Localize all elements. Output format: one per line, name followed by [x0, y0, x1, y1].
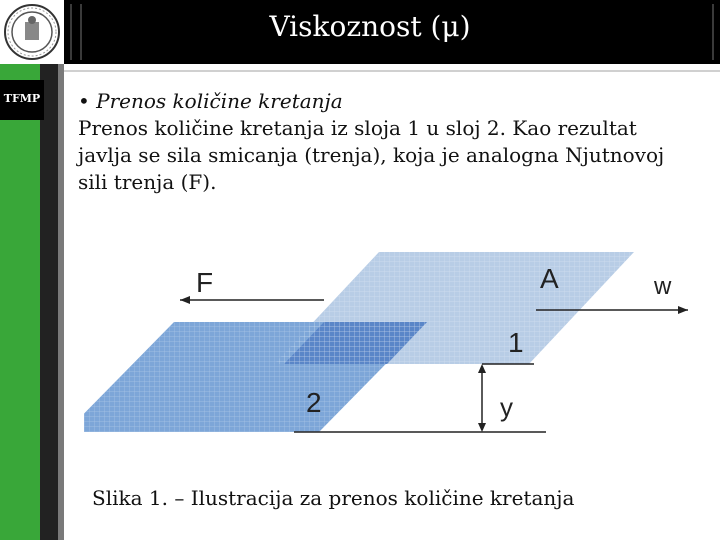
sidebar-green-strip	[0, 64, 40, 540]
logo-text: TFMP	[3, 92, 41, 105]
shear-diagram	[84, 236, 700, 444]
body-line: javlja se sila smicanja (trenja), koja je analogna Njutnovoj	[78, 143, 665, 167]
body-line: Prenos količine kretanja iz sloja 1 u sloj 2. Kao rezultat	[78, 116, 637, 140]
content-top-rule	[64, 70, 720, 72]
label-y: y	[500, 392, 513, 422]
label-1: 1	[508, 327, 524, 358]
page-title: Viskoznost (μ)	[269, 10, 471, 43]
label-a: A	[540, 263, 559, 294]
label-f: F	[196, 267, 214, 298]
header-divider	[80, 4, 82, 60]
header-divider	[70, 4, 72, 60]
header-divider	[712, 4, 714, 60]
figure-caption: Slika 1. – Ilustracija za prenos količine kretanja	[92, 486, 575, 510]
label-w: w	[654, 273, 672, 300]
body-line: sili trenja (F).	[78, 170, 217, 194]
label-2: 2	[306, 387, 322, 418]
bullet-heading: • Prenos količine kretanja	[78, 89, 343, 113]
university-seal	[0, 0, 64, 64]
sidebar-grey-strip	[58, 64, 64, 540]
slide-body	[78, 88, 698, 196]
